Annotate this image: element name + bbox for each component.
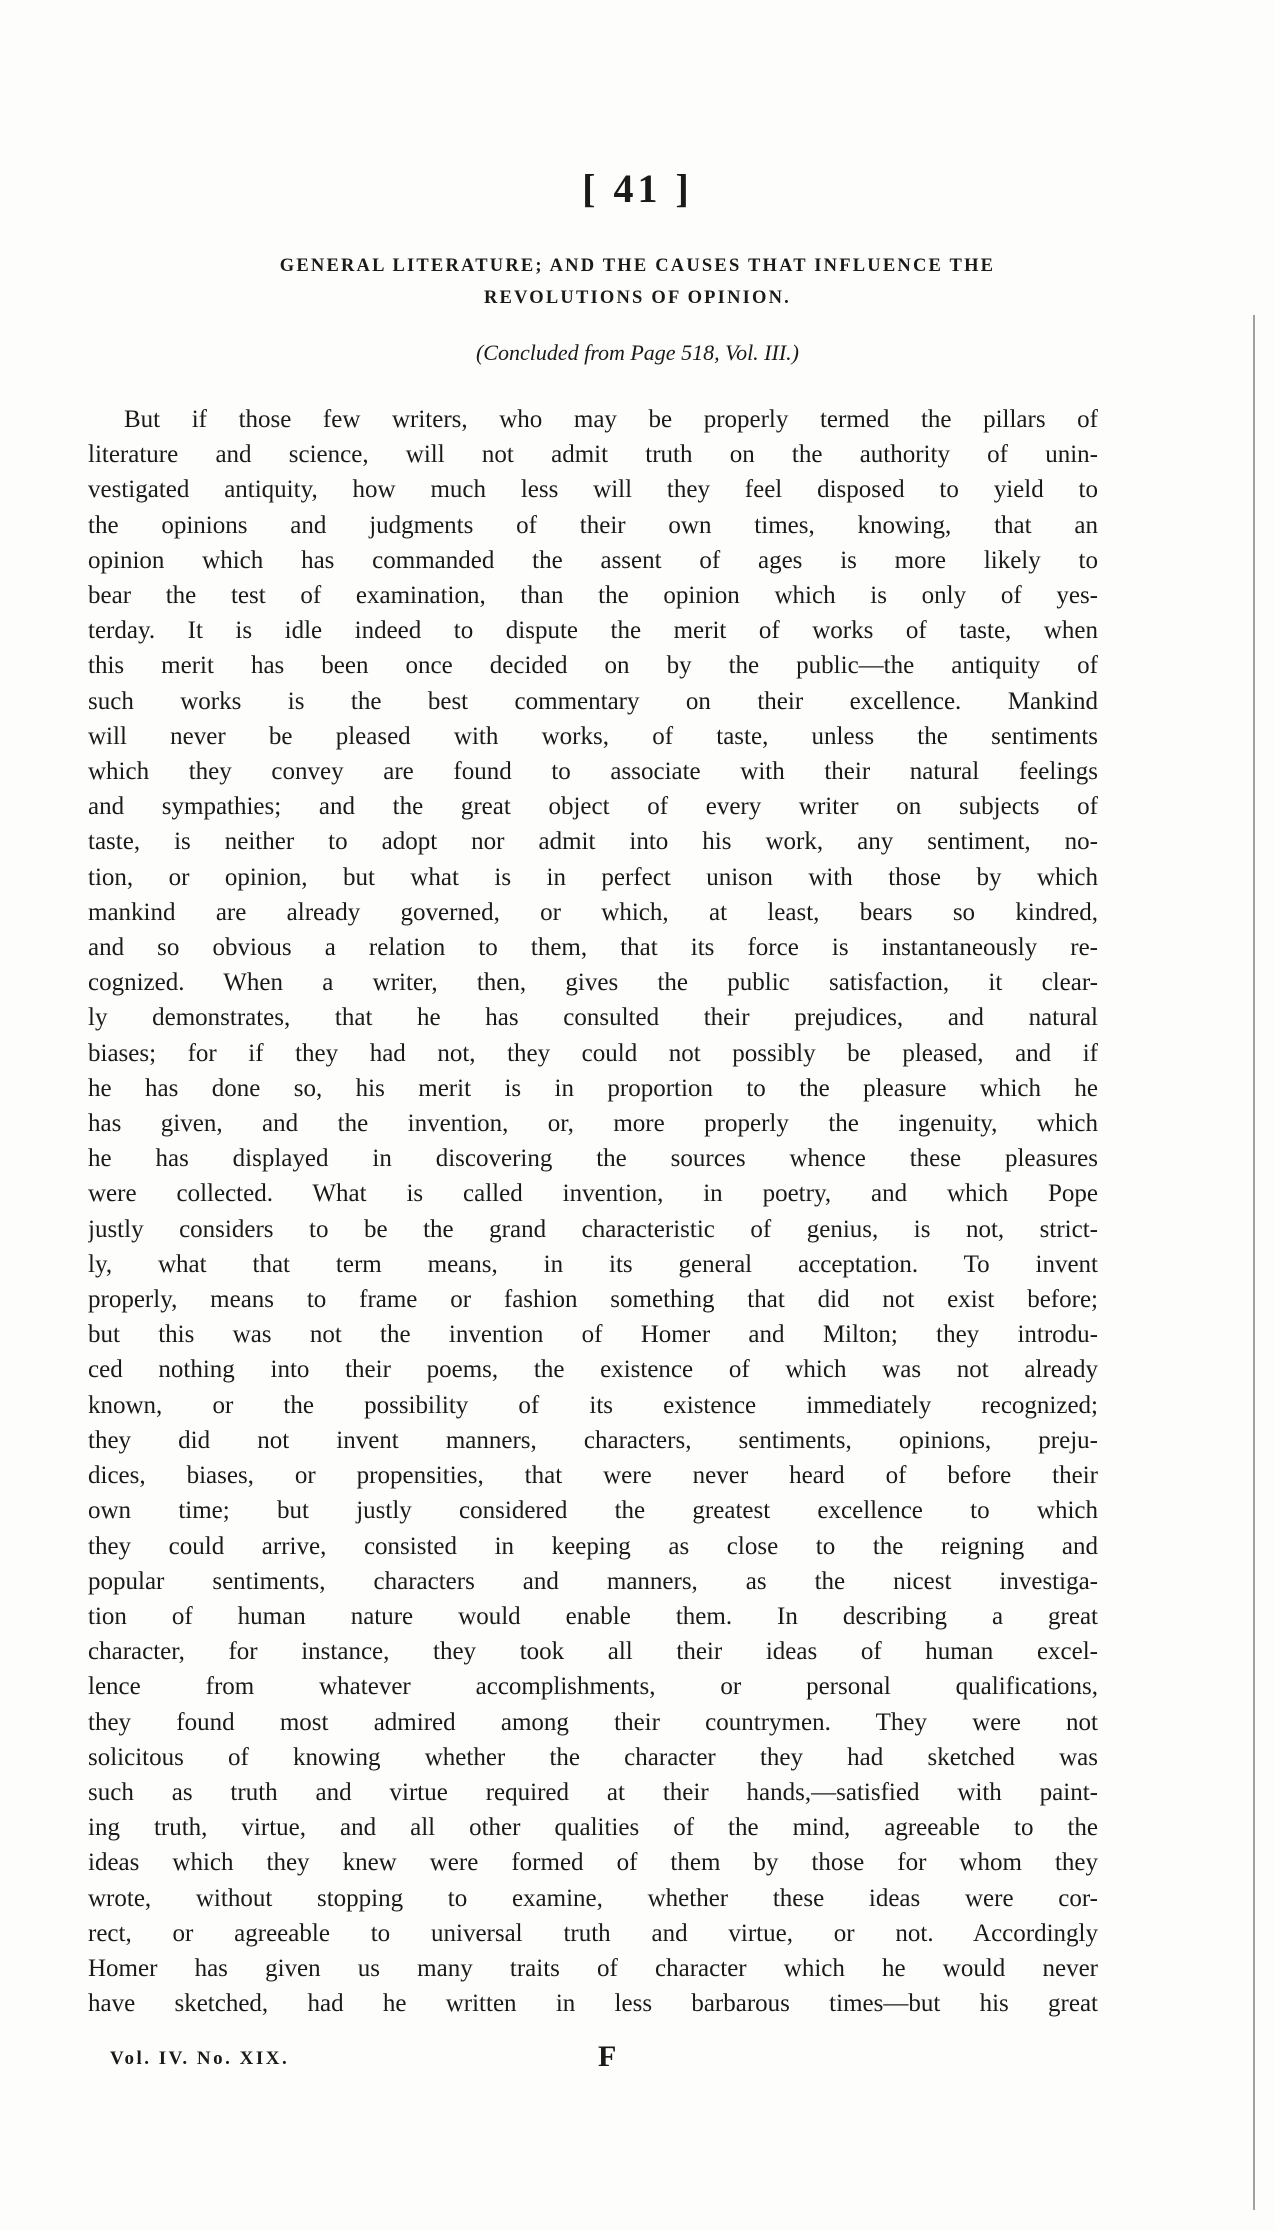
body-line: But if those few writers, who may be properly termed the pillars of	[124, 406, 1098, 433]
body-line: ly demonstrates, that he has consulted their prejudices, and natural	[88, 1004, 1098, 1032]
volume-line: Vol. IV. No. XIX.	[110, 2048, 290, 2069]
page-edge-rule	[1253, 315, 1255, 2210]
body-line: they did not invent manners, characters, sentiments, opinions, preju-	[88, 1426, 1098, 1454]
body-line: literature and science, will not admit truth on the authority of unin-	[88, 441, 1098, 469]
body-line: tion of human nature would enable them. In describing a great	[88, 1602, 1098, 1630]
body-line: character, for instance, they took all their ideas of human excel-	[88, 1638, 1098, 1666]
article-title-line: GENERAL LITERATURE; AND THE CAUSES THAT INFLUENCE THE	[279, 256, 996, 276]
body-line: tion, or opinion, but what is in perfect unison with those by which	[88, 863, 1098, 891]
body-line: terday. It is idle indeed to dispute the merit of works of taste, when	[88, 617, 1098, 645]
signature-mark: F	[598, 2040, 617, 2073]
body-line: mankind are already governed, or which, at least, bears so kindred,	[88, 898, 1098, 926]
article-title	[70, 250, 1205, 314]
body-line: but this was not the invention of Homer and Milton; they introdu-	[88, 1321, 1098, 1349]
body-line: and so obvious a relation to them, that its force is instantaneously re-	[88, 934, 1098, 962]
body-line: ing truth, virtue, and all other qualities of the mind, agreeable to the	[88, 1814, 1098, 1842]
body-line: they could arrive, consisted in keeping as close to the reigning and	[88, 1532, 1098, 1560]
continuation-note: (Concluded from Page 518, Vol. III.)	[475, 340, 799, 365]
article-body	[88, 402, 1098, 2021]
body-line: he has done so, his merit is in proportion to the pleasure which he	[88, 1074, 1098, 1102]
body-line: which they convey are found to associate with their natural feelings	[88, 758, 1098, 786]
body-line: dices, biases, or propensities, that were never heard of before their	[88, 1462, 1098, 1490]
body-line: ly, what that term means, in its general acceptation. To invent	[88, 1250, 1098, 1278]
body-line: the opinions and judgments of their own times, knowing, that an	[88, 511, 1098, 539]
body-line: popular sentiments, characters and manners, as the nicest investiga-	[88, 1567, 1098, 1595]
body-line: such works is the best commentary on their excellence. Mankind	[88, 687, 1098, 715]
body-line: Homer has given us many traits of character which he would never	[88, 1954, 1098, 1982]
body-line: he has displayed in discovering the sources whence these pleasures	[88, 1145, 1098, 1173]
body-line: lence from whatever accomplishments, or personal qualifications,	[88, 1673, 1098, 1701]
body-line: cognized. When a writer, then, gives the public satisfaction, it clear-	[88, 969, 1098, 997]
body-line: properly, means to frame or fashion something that did not exist before;	[88, 1286, 1098, 1314]
body-line: will never be pleased with works, of taste, unless the sentiments	[88, 722, 1098, 750]
body-line: wrote, without stopping to examine, whether these ideas were cor-	[88, 1884, 1098, 1912]
body-line: has given, and the invention, or, more properly the ingenuity, which	[88, 1110, 1098, 1138]
body-line: known, or the possibility of its existence immediately recognized;	[88, 1391, 1098, 1419]
body-line: solicitous of knowing whether the character they had sketched was	[88, 1743, 1098, 1771]
body-line: biases; for if they had not, they could not possibly be pleased, and if	[88, 1039, 1098, 1067]
article-title-line: REVOLUTIONS OF OPINION.	[483, 288, 792, 308]
body-line: bear the test of examination, than the opinion which is only of yes-	[88, 582, 1098, 610]
body-line: and sympathies; and the great object of every writer on subjects of	[88, 793, 1098, 821]
body-line: such as truth and virtue required at their hands,—satisfied with paint-	[88, 1778, 1098, 1806]
body-line: ced nothing into their poems, the existence of which was not already	[88, 1356, 1098, 1384]
body-line: this merit has been once decided on by the public—the antiquity of	[88, 652, 1098, 680]
body-line: taste, is neither to adopt nor admit into his work, any sentiment, no-	[88, 828, 1098, 856]
body-line: justly considers to be the grand characteristic of genius, is not, strict-	[88, 1215, 1098, 1243]
page-number: [ 41 ]	[582, 166, 693, 211]
body-line: were collected. What is called invention, in poetry, and which Pope	[88, 1180, 1098, 1208]
body-line: opinion which has commanded the assent of ages is more likely to	[88, 546, 1098, 574]
body-line: ideas which they knew were formed of them by those for whom they	[88, 1849, 1098, 1877]
body-line: vestigated antiquity, how much less will they feel disposed to yield to	[88, 476, 1098, 504]
body-line: they found most admired among their countrymen. They were not	[88, 1708, 1098, 1736]
body-line: own time; but justly considered the greatest excellence to which	[88, 1497, 1098, 1525]
page-footer	[0, 2040, 1275, 2088]
body-line: have sketched, had he written in less barbarous times—but his great	[88, 1990, 1098, 2018]
body-line: rect, or agreeable to universal truth and virtue, or not. Accordingly	[88, 1919, 1098, 1947]
